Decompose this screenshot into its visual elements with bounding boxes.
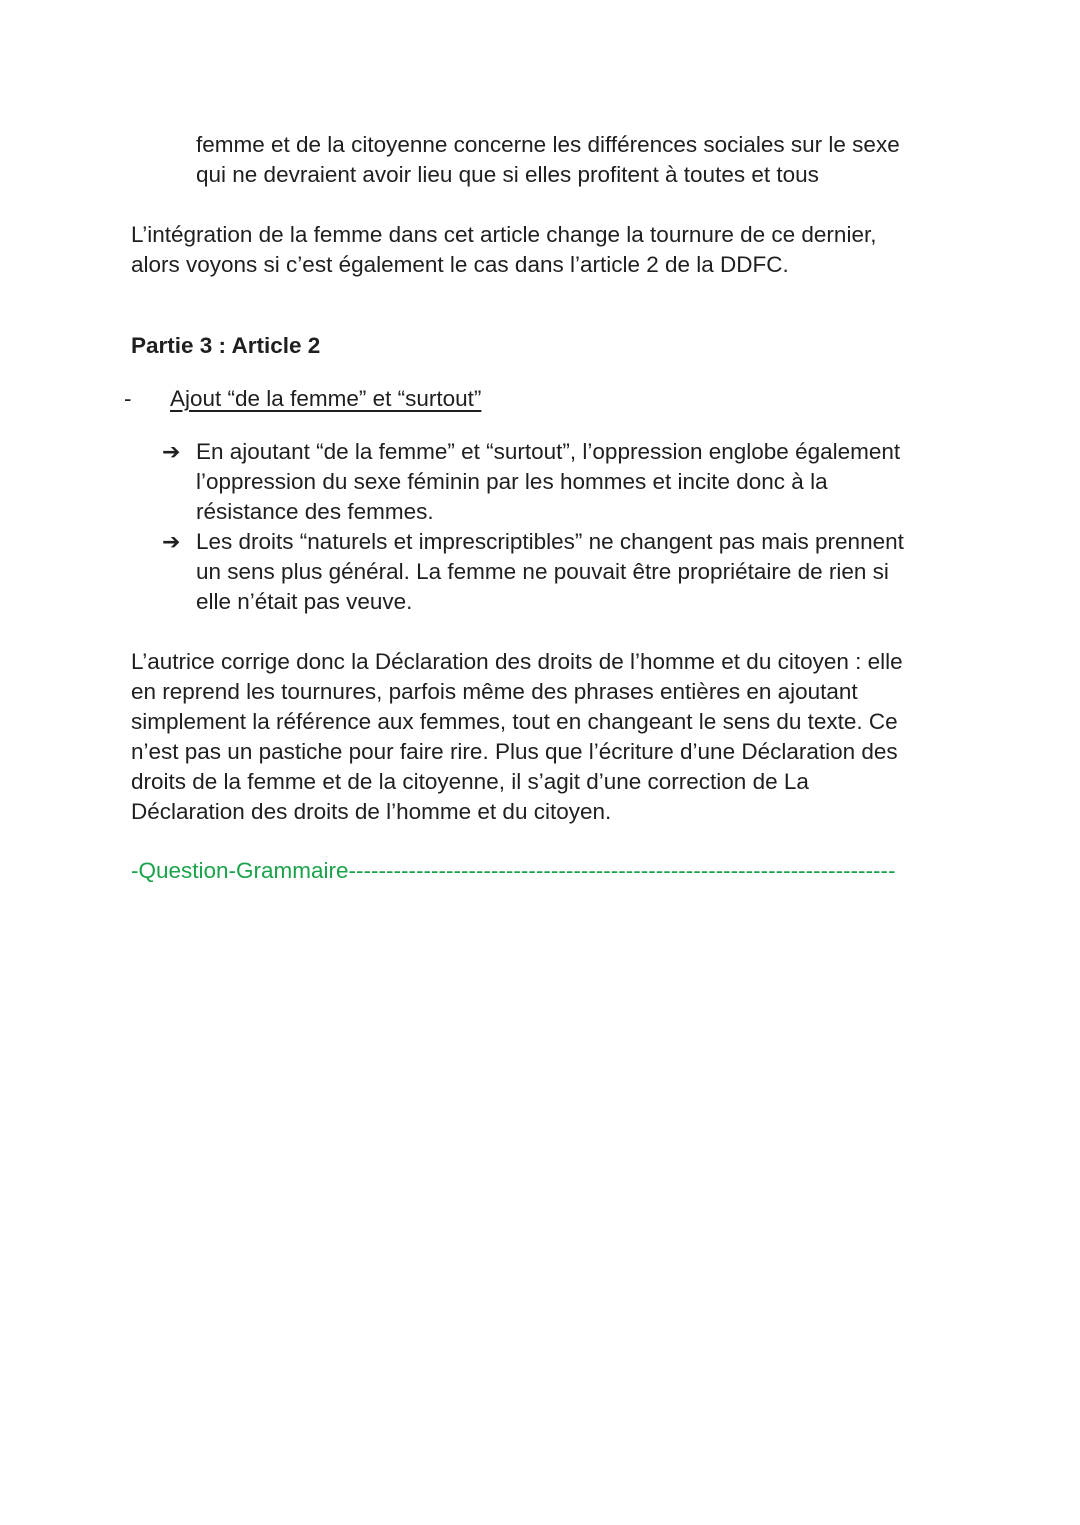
text-line: un sens plus général. La femme ne pouvait être propriétaire de rien si [196,559,889,584]
arrow-list-item [162,527,962,617]
arrow-list-item [162,437,962,527]
arrow-list [162,437,962,617]
dash-bullet: - [124,386,132,411]
grammar-section-divider: -Question-Grammaire------------------------------------------------------------------------- [131,858,896,883]
dash-item-label: Ajout “de la femme” et “surtout” [170,386,482,411]
text-line: L’autrice corrige donc la Déclaration des droits de l’homme et du citoyen : elle [131,649,903,674]
text-line: l’oppression du sexe féminin par les hommes et incite donc à la [196,469,828,494]
text-line: en reprend les tournures, parfois même des phrases entières en ajoutant [131,679,858,704]
text-line: simplement la référence aux femmes, tout en changeant le sens du texte. Ce [131,709,898,734]
text-line: résistance des femmes. [196,499,434,524]
paragraph-transition [131,220,876,280]
text-line: elle n’était pas veuve. [196,589,413,614]
text-line: qui ne devraient avoir lieu que si elles profitent à toutes et tous [196,162,819,187]
text-line: En ajoutant “de la femme” et “surtout”, l’oppression englobe également [196,439,901,464]
section-heading: Partie 3 : Article 2 [131,333,321,358]
text-line: n’est pas un pastiche pour faire rire. Plus que l’écriture d’une Déclaration des [131,739,898,764]
arrow-right-icon: ➔ [162,439,181,464]
text-line: femme et de la citoyenne concerne les différences sociales sur le sexe [196,132,900,157]
text-line: droits de la femme et de la citoyenne, il s’agit d’une correction de La [131,769,809,794]
text-line: L’intégration de la femme dans cet article change la tournure de ce dernier, [131,222,877,247]
arrow-right-icon: ➔ [162,529,181,554]
text-line: alors voyons si c’est également le cas dans l’article 2 de la DDFC. [131,252,789,277]
continued-list-item [196,130,900,190]
text-line: Les droits “naturels et imprescriptibles” ne changent pas mais prennent [196,529,904,554]
text-line: Déclaration des droits de l’homme et du citoyen. [131,799,612,824]
paragraph-conclusion [131,647,903,827]
